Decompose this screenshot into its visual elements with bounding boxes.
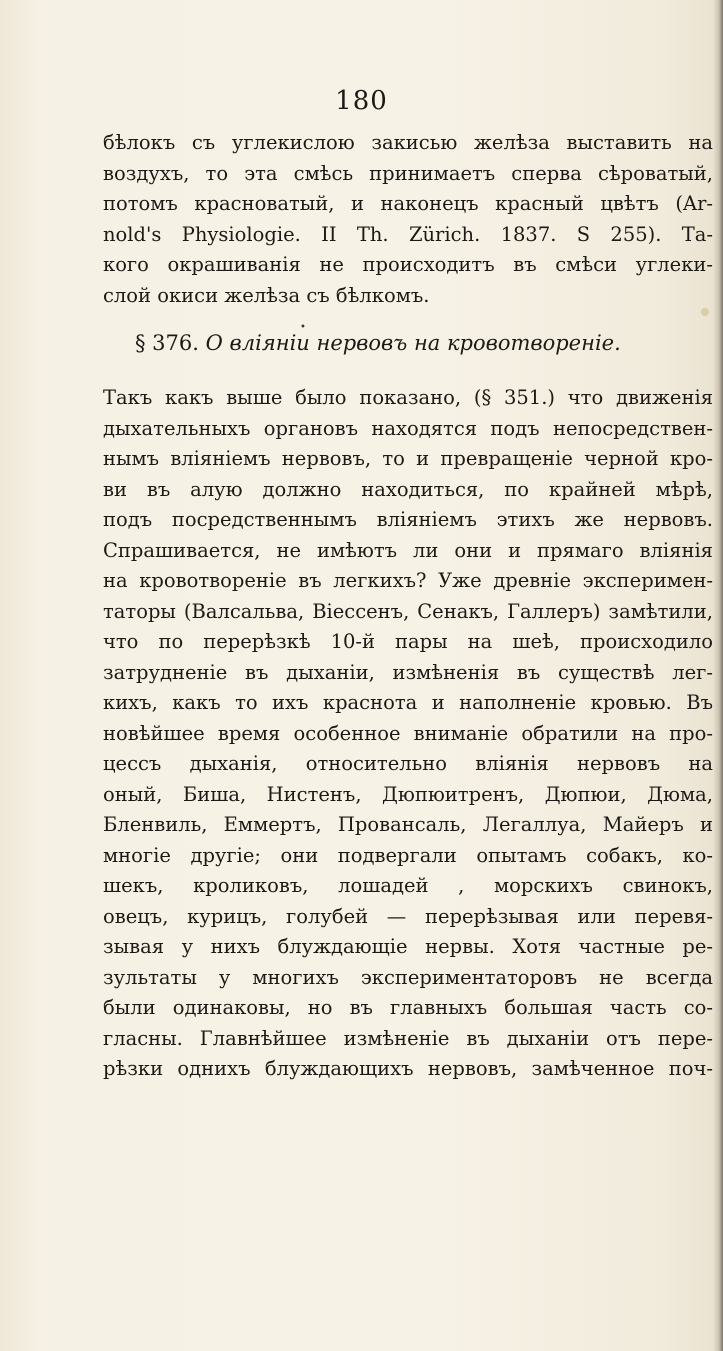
text-line: затрудненіе въ дыханіи, измѣненія въ существѣ лег-	[103, 660, 713, 684]
text-line: ви въ алую должно находиться, по крайней мѣрѣ,	[103, 477, 713, 501]
text-line: кихъ, какъ то ихъ краснота и наполненіе кровью. Въ	[103, 691, 713, 714]
page-number: 180	[335, 86, 388, 116]
text-line: были одинаковы, но въ главныхъ большая часть со-	[103, 996, 713, 1019]
text-line: что по перерѣзкѣ 10-й пары на шеѣ, происходило	[103, 630, 713, 653]
text-line: зывая у нихъ блуждающіе нервы. Хотя частные ре-	[103, 935, 713, 958]
text-line: рѣзки однихъ блуждающихъ нервовъ, замѣченное поч-	[103, 1057, 713, 1080]
page-edge-shadow	[713, 0, 723, 1351]
text-line: дыхательныхъ органовъ находятся подъ непосредствен-	[103, 416, 713, 440]
text-line: Такъ какъ выше было показано, (§ 351.) что движенія	[103, 386, 713, 409]
text-line: Спрашивается, не имѣютъ ли они и прямаго вліянія	[103, 538, 713, 562]
page-body	[103, 128, 713, 1085]
text-line: слой окиси желѣза съ бѣлкомъ.	[103, 283, 430, 307]
text-line: кого окрашиванія не происходитъ въ смѣси углеки-	[103, 253, 713, 276]
text-line: подъ посредственнымъ вліяніемъ этихъ же нервовъ.	[103, 508, 713, 531]
text-line: овецъ, курицъ, голубей — перерѣзывая или перевя-	[103, 904, 713, 928]
text-line: на кровотвореніе въ легкихъ? Уже древніе эксперимен-	[103, 569, 713, 592]
section-title: О вліяніи нервовъ на кровотвореніе.	[205, 331, 621, 355]
text-line: зультаты у многихъ экспериментаторовъ не всегда	[103, 965, 713, 989]
text-line: шекъ, кроликовъ, лошадей , морскихъ свинокъ,	[103, 874, 713, 897]
text-line: потомъ красноватый, и наконецъ красный цвѣтъ (Ar-	[103, 192, 713, 215]
text-line: многіе другіе; они подвергали опытамъ собакъ, ко-	[103, 843, 713, 867]
text-line: нымъ вліяніемъ нервовъ, то и превращеніе черной кро-	[103, 447, 713, 470]
paragraph-main	[103, 383, 713, 1085]
text-line: гласны. Главнѣйшее измѣненіе въ дыханіи отъ пере-	[103, 1026, 713, 1050]
text-line: воздухъ, то эта смѣсь принимаетъ сперва сѣроватый,	[103, 161, 713, 185]
paragraph-continuation	[103, 128, 713, 311]
text-line: цессъ дыханія, относительно вліянія нервовъ на	[103, 752, 713, 775]
section-number: § 376.	[135, 331, 199, 355]
text-line: nold's Physiologie. II Th. Zürich. 1837. S 255). Та-	[103, 222, 713, 246]
text-line: бѣлокъ съ углекислою закисью желѣза выставить на	[103, 131, 713, 154]
text-line: Бленвиль, Еммертъ, Провансаль, Легаллуа, Майеръ и	[103, 813, 713, 836]
text-line: оный, Биша, Нистенъ, Дюпюитренъ, Дюпюи, Дюма,	[103, 782, 713, 806]
section-heading	[103, 325, 713, 361]
stray-mark: •	[300, 322, 306, 333]
text-line: таторы (Валсальва, Віессенъ, Сенакъ, Галлеръ) замѣтили,	[103, 599, 713, 623]
text-line: новѣйшее время особенное вниманіе обратили на про-	[103, 721, 713, 745]
